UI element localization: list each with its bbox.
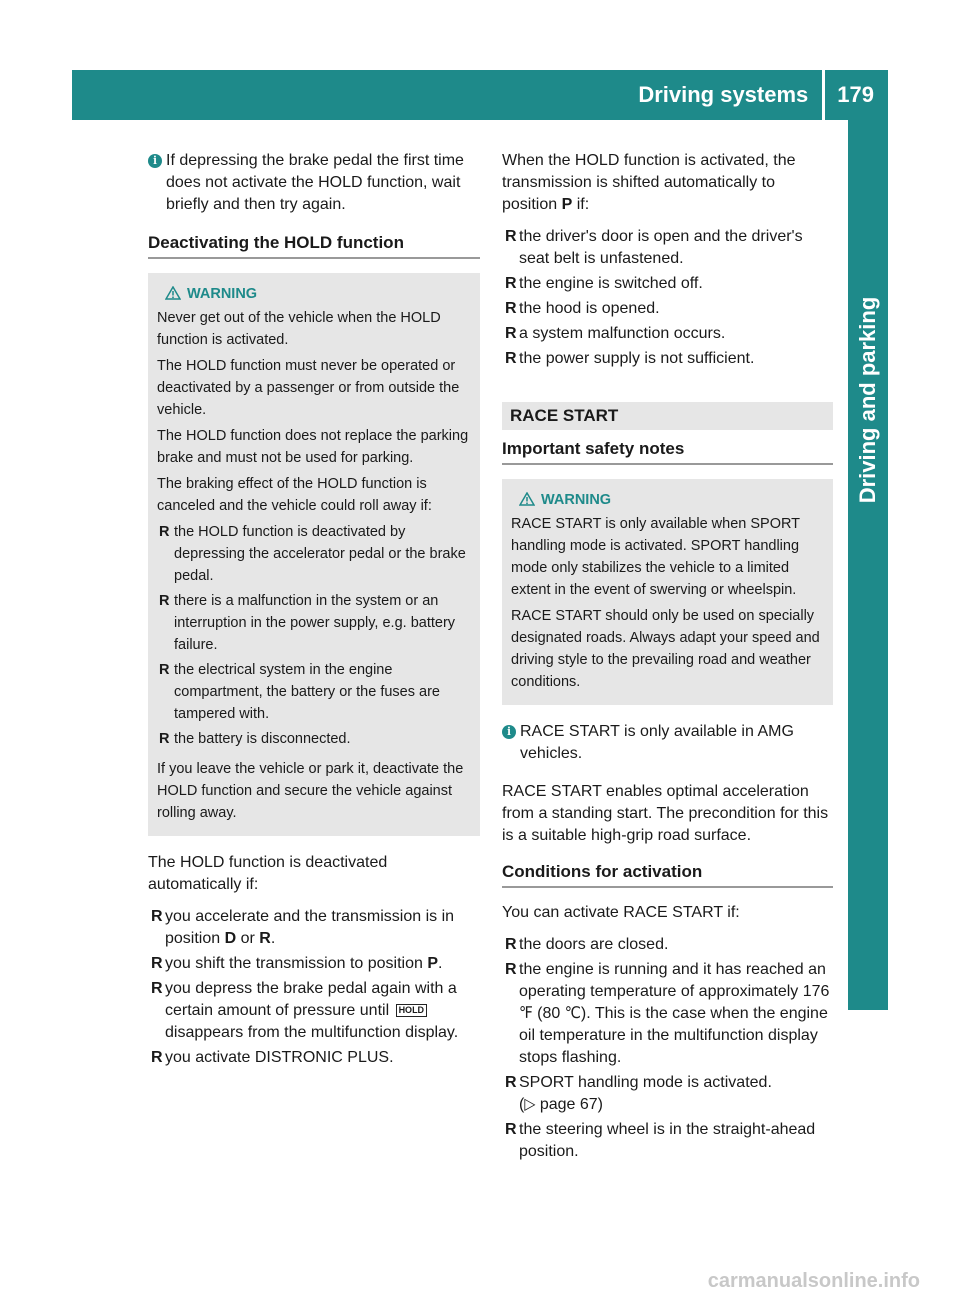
warning-header xyxy=(511,489,825,511)
header-bar xyxy=(72,70,888,120)
list-item: R the battery is disconnected. xyxy=(159,731,351,747)
list-item: R the engine is switched off. xyxy=(505,275,703,292)
page-number: 179 xyxy=(837,82,874,107)
transmission-list xyxy=(502,226,833,370)
warning-text: The HOLD function must never be operated or deactivated by a passenger or from outside the vehicle. xyxy=(157,358,460,418)
warning-text: The HOLD function does not replace the parking brake and must not be used for parking. xyxy=(157,428,469,466)
conditions-intro: You can activate RACE START if: xyxy=(502,904,740,921)
warning-text: Never get out of the vehicle when the HOLD function is activated. xyxy=(157,310,441,348)
conditions-list xyxy=(502,934,833,1163)
list-item: R a system malfunction occurs. xyxy=(505,325,726,342)
page-reference-link[interactable]: (▷ page 67) xyxy=(519,1096,604,1113)
warning-text: RACE START should only be used on specially designated roads. Always adapt your speed and driving style to the prevailing road and weather conditions. xyxy=(511,608,820,690)
auto-deactivation-intro: The HOLD function is deactivated automatically if: xyxy=(148,854,388,893)
deactivating-heading: Deactivating the HOLD function xyxy=(148,232,480,259)
info-note-text: RACE START is only available in AMG vehicles. xyxy=(520,723,794,762)
warning-text: The braking effect of the HOLD function is canceled and the vehicle could roll away if: xyxy=(157,476,432,514)
info-icon: i xyxy=(148,154,162,168)
race-start-description: RACE START enables optimal acceleration from a standing start. The precondition for this is a suitable high-grip road surface. xyxy=(502,783,829,844)
list-item: R the doors are closed. xyxy=(505,936,669,953)
race-start-heading: RACE START xyxy=(502,402,833,430)
list-item: R the hood is opened. xyxy=(505,300,660,317)
info-note xyxy=(502,721,833,765)
list-item: R the driver's door is open and the driver's seat belt is unfastened. xyxy=(505,228,803,267)
warning-bullet-list xyxy=(157,521,472,750)
hold-key-icon: HOLD xyxy=(396,1004,428,1017)
info-note-text: If depressing the brake pedal the first time does not activate the HOLD function, wait briefly and then try again. xyxy=(166,152,464,213)
side-tab-marker xyxy=(848,875,888,915)
list-item: R you activate DISTRONIC PLUS. xyxy=(151,1049,394,1066)
auto-deactivation-list xyxy=(148,906,480,1069)
warning-box xyxy=(502,479,833,705)
list-item: R the electrical system in the engine compartment, the battery or the fuses are tampered with. xyxy=(159,662,440,722)
list-item: R the steering wheel is in the straight-ahead position. xyxy=(505,1121,816,1160)
list-item: R you shift the transmission to position P. xyxy=(151,955,443,972)
info-note xyxy=(148,150,480,216)
warning-triangle-icon xyxy=(519,492,535,506)
left-column xyxy=(148,150,480,1077)
list-item: R the HOLD function is deactivated by depressing the accelerator pedal or the brake pedal. xyxy=(159,524,466,584)
right-column xyxy=(502,150,833,1171)
side-tab-text: Driving and parking xyxy=(855,296,880,504)
warning-label: WARNING xyxy=(541,492,612,508)
list-item: R SPORT handling mode is activated. (▷ page 67) xyxy=(505,1074,772,1113)
warning-triangle-icon xyxy=(165,286,181,300)
warning-header xyxy=(157,283,472,305)
warning-box xyxy=(148,273,480,836)
transmission-intro: When the HOLD function is activated, the transmission is shifted automatically to position P if: xyxy=(502,152,796,213)
list-item: R the power supply is not sufficient. xyxy=(505,350,755,367)
list-item: R you accelerate and the transmission is in position D or R. xyxy=(151,908,455,947)
conditions-heading: Conditions for activation xyxy=(502,861,833,888)
watermark: carmanualsonline.info xyxy=(707,1270,920,1292)
side-tab-label xyxy=(848,250,888,550)
list-item: R you depress the brake pedal again with a certain amount of pressure until HOLD disappears from the multifunction display. xyxy=(151,980,459,1041)
warning-text: RACE START is only available when SPORT handling mode is activated. SPORT handling mode only stabilizes the vehicle to a limited extent in the event of swerving or wheelspin. xyxy=(511,516,800,598)
info-icon: i xyxy=(502,725,516,739)
warning-text: If you leave the vehicle or park it, deactivate the HOLD function and secure the vehicle against rolling away. xyxy=(157,761,464,821)
section-title: Driving systems xyxy=(638,82,809,107)
list-item: R the engine is running and it has reached an operating temperature of approximately 176 ℉ (80 ℃). This is the case when the engine oil temperature in the multifunction display stops flashing. xyxy=(505,961,830,1066)
list-item: R there is a malfunction in the system or an interruption in the power supply, e.g. battery failure. xyxy=(159,593,456,653)
safety-notes-heading: Important safety notes xyxy=(502,438,833,465)
warning-label: WARNING xyxy=(187,286,258,302)
